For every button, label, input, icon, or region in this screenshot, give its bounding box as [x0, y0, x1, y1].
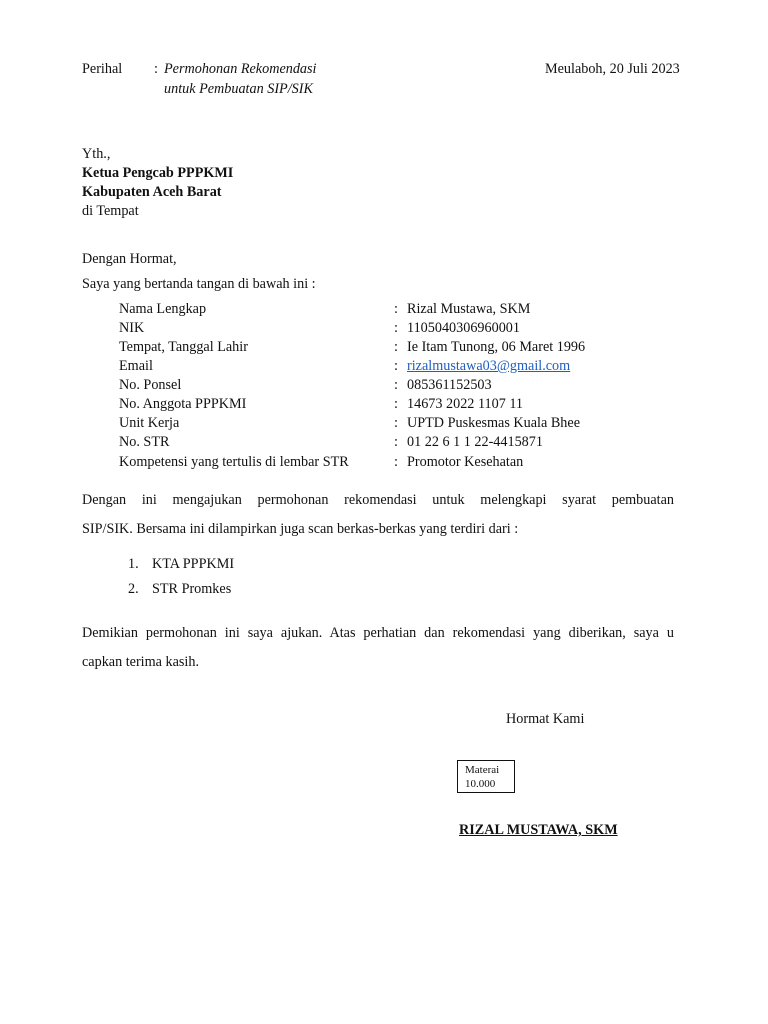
stamp-label: Materai — [465, 764, 500, 776]
identity-value: Rizal Mustawa, SKM — [407, 301, 531, 317]
stamp-value: 10.000 — [465, 778, 496, 790]
closing-paragraph — [82, 619, 674, 677]
identity-label: Unit Kerja — [119, 415, 180, 431]
email-link[interactable]: rizalmustawa03@gmail.com — [407, 358, 571, 374]
list-text: STR Promkes — [152, 581, 232, 597]
signatory-name: RIZAL MUSTAWA, SKM — [459, 822, 618, 838]
identity-colon: : — [394, 454, 398, 470]
perihal-subject-line2: untuk Pembuatan SIP/SIK — [164, 81, 313, 97]
recipient-title: Ketua Pengcab PPPKMI — [82, 165, 234, 181]
identity-value: 14673 2022 1107 11 — [407, 396, 523, 412]
list-number: 1. — [128, 556, 139, 572]
identity-colon: : — [394, 358, 398, 374]
identity-label: Nama Lengkap — [119, 301, 207, 317]
identity-value: 085361152503 — [407, 377, 492, 393]
recipient-greeting: Yth., — [82, 146, 111, 162]
list-text: KTA PPPKMI — [152, 556, 235, 572]
identity-colon: : — [394, 339, 398, 355]
request-line2: SIP/SIK. Bersama ini dilampirkan juga scan berkas-berkas yang terdiri dari : — [82, 521, 519, 537]
identity-label: No. Anggota PPPKMI — [119, 396, 247, 412]
identity-label: No. Ponsel — [119, 377, 182, 393]
list-item — [128, 580, 231, 598]
identity-label: No. STR — [119, 434, 170, 450]
identity-colon: : — [394, 396, 398, 412]
identity-colon: : — [394, 377, 398, 393]
list-item — [128, 555, 234, 573]
perihal-label: Perihal — [82, 61, 123, 77]
identity-value: 1105040306960001 — [407, 320, 520, 336]
identity-colon: : — [394, 415, 398, 431]
intro-line: Saya yang bertanda tangan di bawah ini : — [82, 276, 316, 292]
list-number: 2. — [128, 581, 139, 597]
identity-colon: : — [394, 320, 398, 336]
identity-label: Tempat, Tanggal Lahir — [119, 339, 248, 355]
identity-value: Ie Itam Tunong, 06 Maret 1996 — [407, 339, 586, 355]
identity-value: UPTD Puskesmas Kuala Bhee — [407, 415, 580, 431]
identity-colon: : — [394, 434, 398, 450]
perihal-colon: : — [154, 61, 158, 77]
perihal-subject-line1: Permohonan Rekomendasi — [164, 61, 317, 77]
salutation: Dengan Hormat, — [82, 251, 177, 267]
stamp-box — [457, 760, 515, 793]
identity-label: NIK — [119, 320, 145, 336]
identity-label: Kompetensi yang tertulis di lembar STR — [119, 454, 349, 470]
recipient-place: di Tempat — [82, 203, 139, 219]
identity-label: Email — [119, 358, 153, 374]
closing-line1: Demikian permohonan ini saya ajukan. Atas perhatian dan rekomendasi yang diberikan, saya u — [82, 625, 674, 641]
identity-colon: : — [394, 301, 398, 317]
place-date: Meulaboh, 20 Juli 2023 — [545, 61, 680, 77]
request-paragraph — [82, 486, 674, 544]
recipient-region: Kabupaten Aceh Barat — [82, 184, 222, 200]
identity-value: Promotor Kesehatan — [407, 454, 524, 470]
request-line1: Dengan ini mengajukan permohonan rekomendasi untuk melengkapi syarat pembuatan — [82, 492, 674, 508]
identity-value: 01 22 6 1 1 22-4415871 — [407, 434, 543, 450]
closing-line2: capkan terima kasih. — [82, 654, 199, 670]
regards: Hormat Kami — [506, 711, 585, 727]
